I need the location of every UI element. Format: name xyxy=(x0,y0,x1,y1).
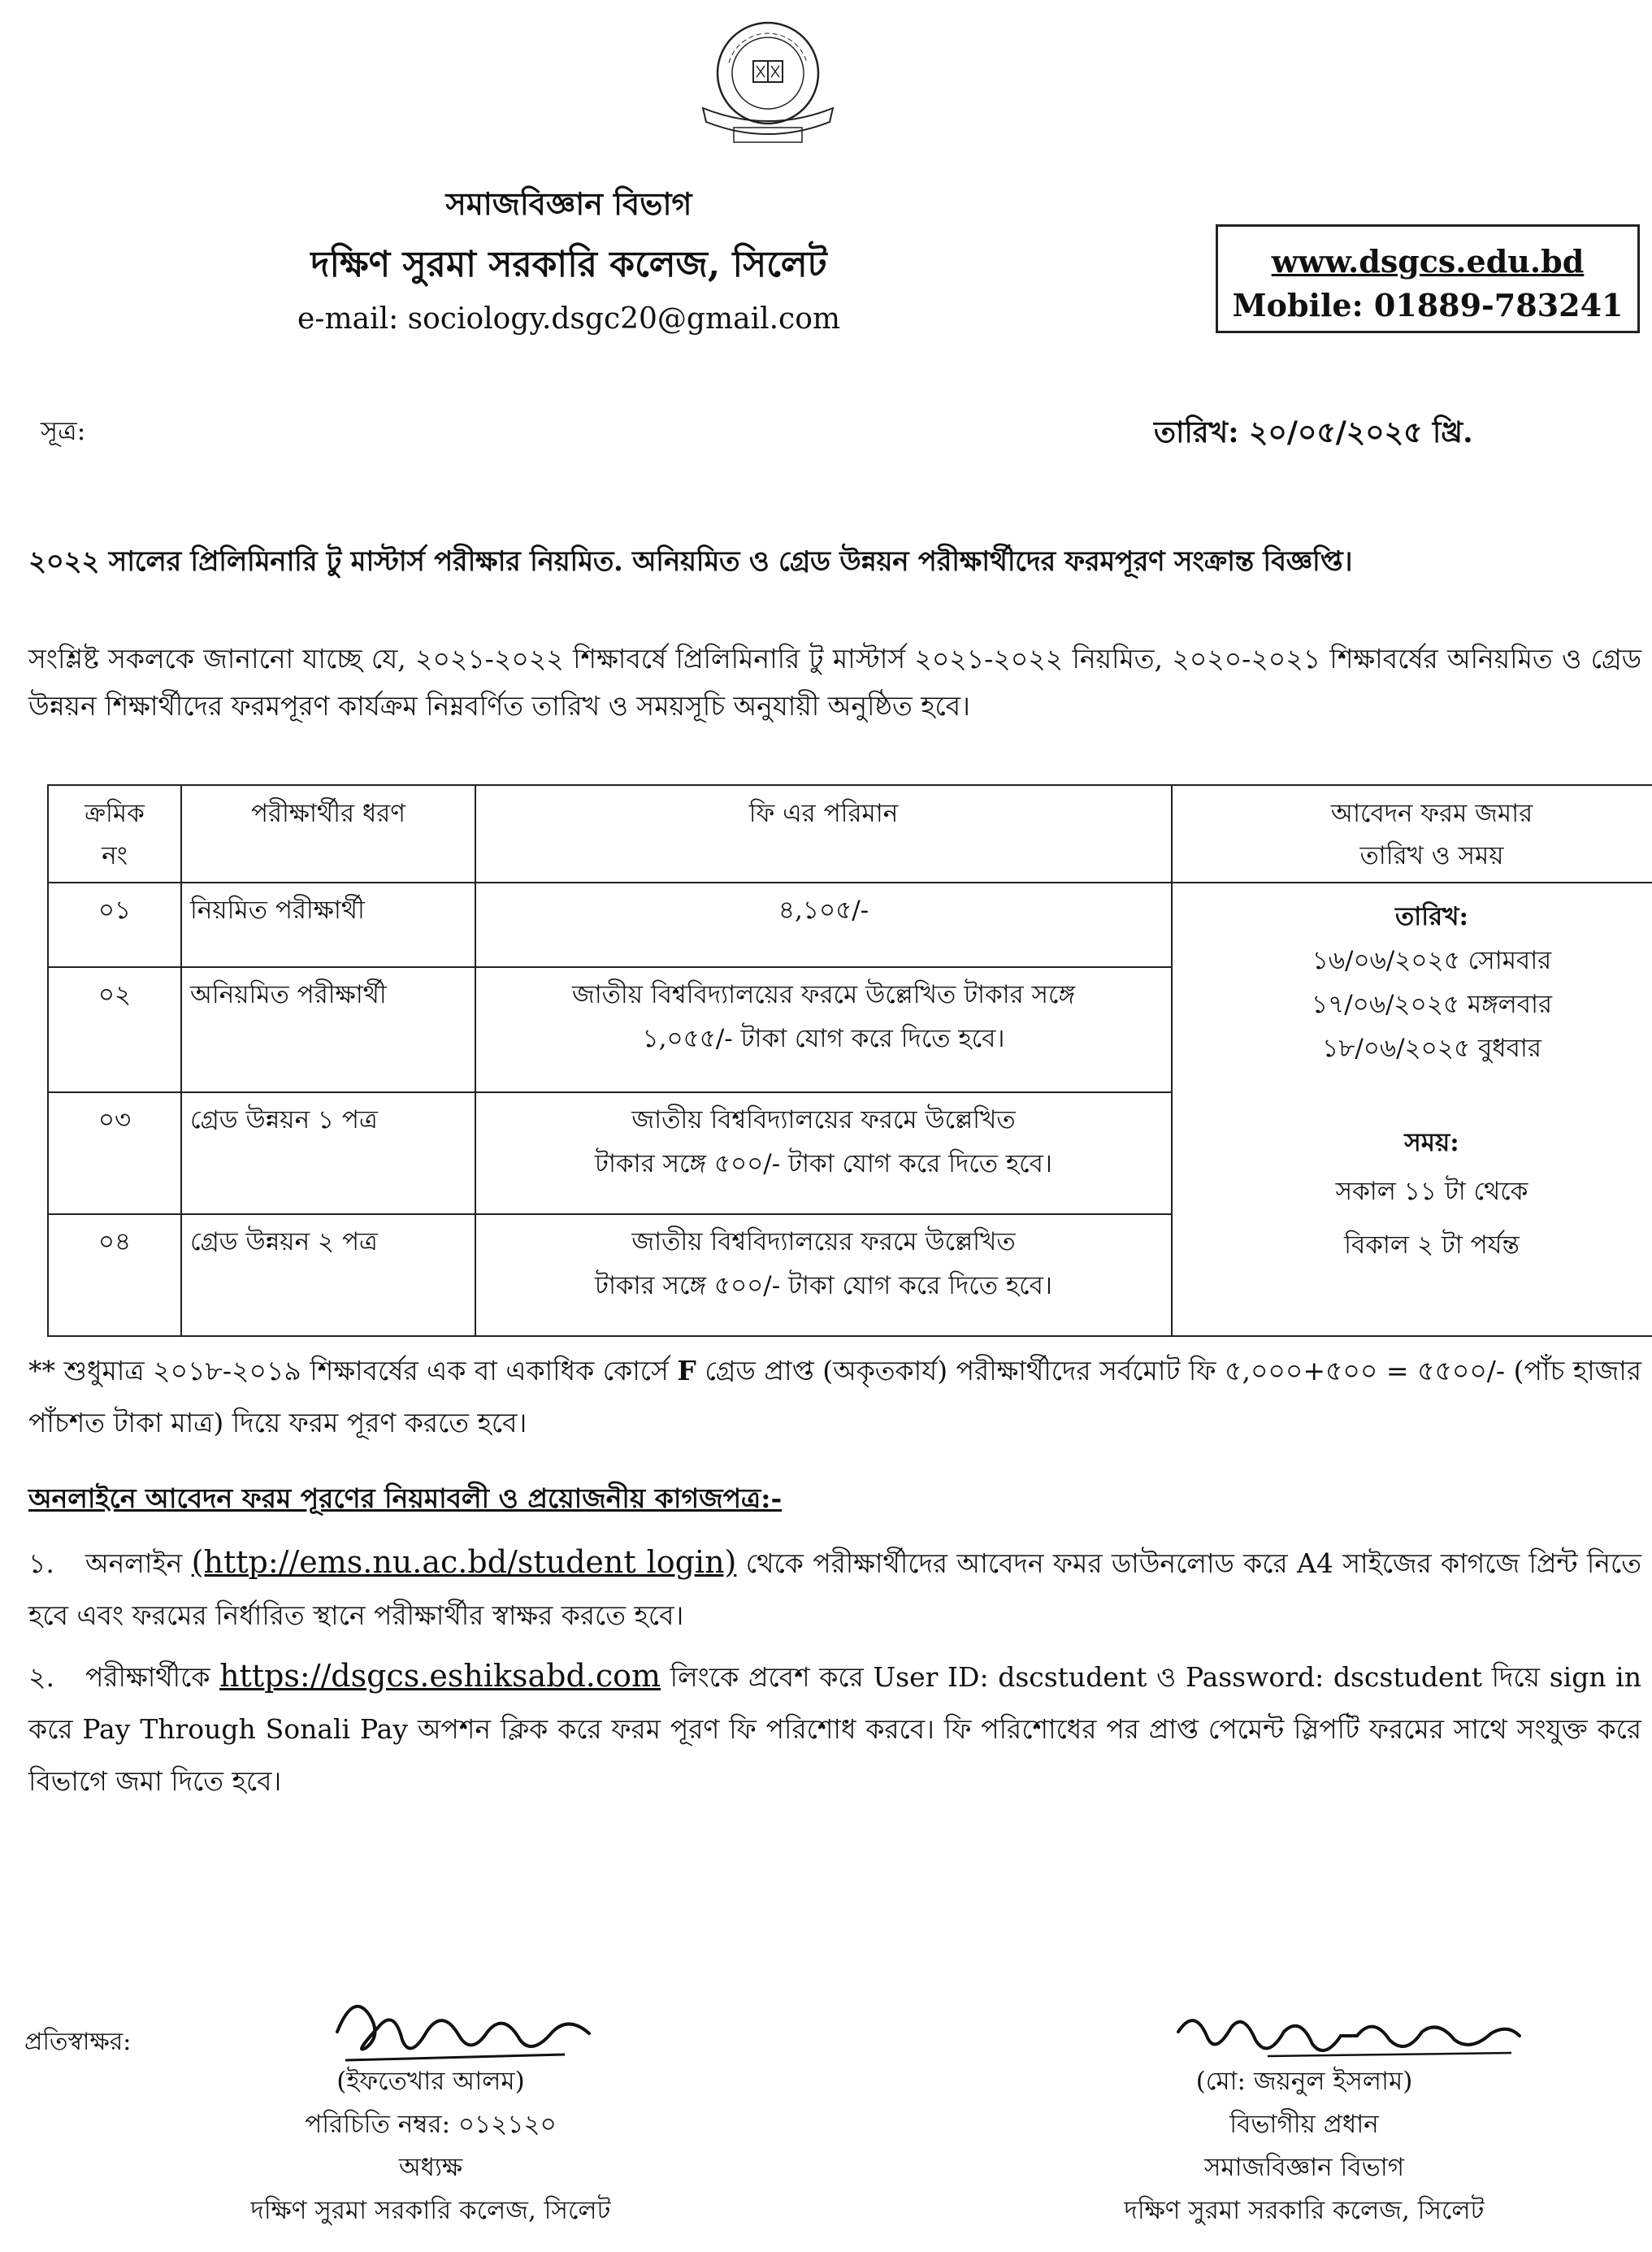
footnote-text-part2: গ্রেড প্রাপ্ত (অকৃতকার্য) পরীক্ষার্থীদের সর্বমোট ফি ৫,০০০+৫০০ = ৫৫০০/- (পাঁচ হাজার পাঁচশত টাকা মাত্র) দিয়ে ফরম পূরণ করতে হবে। xyxy=(28,1355,1642,1438)
rules-heading: অনলাইনে আবেদন ফরম পূরণের নিয়মাবলী ও প্রয়োজনীয় কাগজপত্র:- xyxy=(28,1482,783,1514)
row-fee-line2: ১,০৫৫/- টাকা যোগ করে দিতে হবে। xyxy=(642,1024,1005,1053)
rule-number: ১. xyxy=(28,1547,54,1579)
header-date-line2: তারিখ ও সময় xyxy=(1359,841,1504,870)
notice-date: তারিখ: ২০/০৫/২০২৫ খ্রি. xyxy=(1154,415,1473,449)
principal-title: অধ্যক্ষ xyxy=(398,2153,463,2182)
footnote-grade: F xyxy=(677,1355,696,1386)
footnote-text-part1: ** শুধুমাত্র ২০১৮-২০১৯ শিক্ষাবর্ষের এক বা একাধিক কোর্সে xyxy=(28,1355,678,1386)
header-serial-line2: নং xyxy=(102,841,128,870)
header-submission-date xyxy=(1172,785,1652,883)
rule-item-2 xyxy=(28,1650,1641,1807)
schedule-date-1: ১৬/০৬/২০২৫ সোমবার xyxy=(1312,946,1552,975)
schedule-time-to: বিকাল ২ টা পর্যন্ত xyxy=(1344,1230,1520,1260)
rule-text-before: অনলাইন xyxy=(85,1547,192,1579)
table-header-row xyxy=(48,785,1652,883)
row-serial: ০১ xyxy=(48,883,181,967)
header-serial xyxy=(48,785,181,883)
table-row xyxy=(48,883,1652,967)
college-seal-logo xyxy=(687,12,849,150)
notice-intro-paragraph: সংশ্লিষ্ট সকলকে জানানো যাচ্ছে যে, ২০২১-২০২২ শিক্ষাবর্ষে প্রিলিমিনারি টু মাস্টার্স ২০২১-২০২২ নিয়মিত, ২০২০-২০২১ শিক্ষাবর্ষের অনিয়মিত ও গ্রেড উন্নয়ন শিক্ষার্থীদের ফরমপূরণ কার্যক্রম নিম্নবর্ণিত তারিখ ও সময়সূচি অনুযায়ী অনুষ্ঠিত হবে। xyxy=(28,643,1641,722)
row-examinee-type: নিয়মিত পরীক্ষার্থী xyxy=(181,883,475,967)
eshiksa-payment-link[interactable]: https://dsgcs.eshiksabd.com xyxy=(219,1658,661,1694)
rule-text-after: লিংকে প্রবেশ করে User ID: dscstudent ও Password: dscstudent দিয়ে sign in করে Pay Through Sonali Pay অপশন ক্লিক করে ফরম পূরণ ফি পরিশোধ করবে। ফি পরিশোধের পর প্রাপ্ত পেমেন্ট স্লিপটি ফরমের সাথে সংযুক্ত করে বিভাগে জমা দিতে হবে। xyxy=(28,1661,1641,1797)
principal-id-number: পরিচিতি নম্বর: ০১২১২০ xyxy=(305,2110,557,2139)
college-name-heading: দক্ষিণ সুরমা সরকারি কলেজ, সিলেট xyxy=(310,244,827,285)
schedule-time-from: সকাল ১১ টা থেকে xyxy=(1335,1177,1528,1206)
rule-text-before: পরীক্ষার্থীকে xyxy=(85,1661,220,1693)
row-fee-line1: জাতীয় বিশ্ববিদ্যালয়ের ফরমে উল্লেখিত টাকার সঙ্গে xyxy=(571,980,1076,1009)
schedule-date-label: তারিখ: xyxy=(1395,902,1468,931)
row-fee xyxy=(475,883,1172,967)
row-serial: ০৩ xyxy=(48,1092,181,1214)
principal-signature-block xyxy=(171,2060,691,2232)
row-fee-line1: জাতীয় বিশ্ববিদ্যালয়ের ফরমে উল্লেখিত xyxy=(631,1105,1016,1135)
head-department: সমাজবিজ্ঞান বিভাগ xyxy=(1203,2153,1405,2182)
reference-label: সূত্র: xyxy=(41,415,86,446)
head-college: দক্ষিণ সুরমা সরকারি কলেজ, সিলেট xyxy=(1124,2196,1485,2225)
header-examinee-type: পরীক্ষার্থীর ধরণ xyxy=(181,785,475,883)
ems-login-link[interactable]: (http://ems.nu.ac.bd/student login) xyxy=(191,1544,737,1580)
row-serial: ০৪ xyxy=(48,1214,181,1336)
schedule-time-label: সময়: xyxy=(1404,1128,1459,1157)
rule-number: ২. xyxy=(28,1661,54,1693)
header-date-line1: আবেদন ফরম জমার xyxy=(1330,799,1533,828)
rule-text-after: থেকে পরীক্ষার্থীদের আবেদন ফমর ডাউনলোড করে A4 সাইজের কাগজে প্রিন্ট নিতে হবে এবং ফরমের নির্ধারিত স্থানে পরীক্ষার্থীর স্বাক্ষর করতে হবে। xyxy=(28,1547,1641,1631)
rule-item-1 xyxy=(28,1536,1641,1642)
countersign-label: প্রতিস্বাক্ষর: xyxy=(24,2028,132,2056)
head-name: (মো: জয়নুল ইসলাম) xyxy=(1195,2067,1413,2096)
fee-footnote xyxy=(28,1345,1641,1449)
row-fee xyxy=(475,967,1172,1092)
row-examinee-type: গ্রেড উন্নয়ন ১ পত্র xyxy=(181,1092,475,1214)
row-fee xyxy=(475,1214,1172,1336)
principal-college: দক্ষিণ সুরমা সরকারি কলেজ, সিলেট xyxy=(250,2196,611,2225)
contact-box xyxy=(1216,224,1640,333)
email-line: e-mail: sociology.dsgc20@gmail.com xyxy=(297,302,841,336)
mobile-number: Mobile: 01889-783241 xyxy=(1232,287,1624,323)
principal-signature xyxy=(321,1983,614,2072)
row-serial: ০২ xyxy=(48,967,181,1092)
schedule-date-2: ১৭/০৬/২০২৫ মঙ্গলবার xyxy=(1311,990,1553,1019)
department-head-signature-block xyxy=(1024,2060,1585,2232)
row-fee-line2: টাকার সঙ্গে ৫০০/- টাকা যোগ করে দিতে হবে। xyxy=(595,1149,1052,1178)
header-fee-amount: ফি এর পরিমান xyxy=(475,785,1172,883)
row-examinee-type: অনিয়মিত পরীক্ষার্থী xyxy=(181,967,475,1092)
row-fee-line1: ৪,১০৫/- xyxy=(778,896,869,925)
row-fee xyxy=(475,1092,1172,1214)
row-examinee-type: গ্রেড উন্নয়ন ২ পত্র xyxy=(181,1214,475,1336)
website-link[interactable]: www.dsgcs.edu.bd xyxy=(1271,243,1585,280)
row-fee-line1: জাতীয় বিশ্ববিদ্যালয়ের ফরমে উল্লেখিত xyxy=(631,1227,1016,1256)
header-serial-line1: ক্রমিক xyxy=(85,799,145,828)
notice-title: ২০২২ সালের প্রিলিমিনারি টু মাস্টার্স পরীক্ষার নিয়মিত. অনিয়মিত ও গ্রেড উন্নয়ন পরীক্ষার্থীদের ফরমপূরণ সংক্রান্ত বিজ্ঞপ্তি। xyxy=(28,545,1353,578)
fee-schedule-table xyxy=(47,784,1652,1337)
schedule-cell xyxy=(1172,883,1652,1336)
row-fee-line2: টাকার সঙ্গে ৫০০/- টাকা যোগ করে দিতে হবে। xyxy=(595,1271,1052,1300)
head-title: বিভাগীয় প্রধান xyxy=(1229,2110,1379,2139)
schedule-date-3: ১৮/০৬/২০২৫ বুধবার xyxy=(1322,1034,1541,1063)
principal-name: (ইফতেখার আলম) xyxy=(336,2067,525,2096)
department-heading: সমাজবিজ্ঞান বিভাগ xyxy=(445,185,692,222)
